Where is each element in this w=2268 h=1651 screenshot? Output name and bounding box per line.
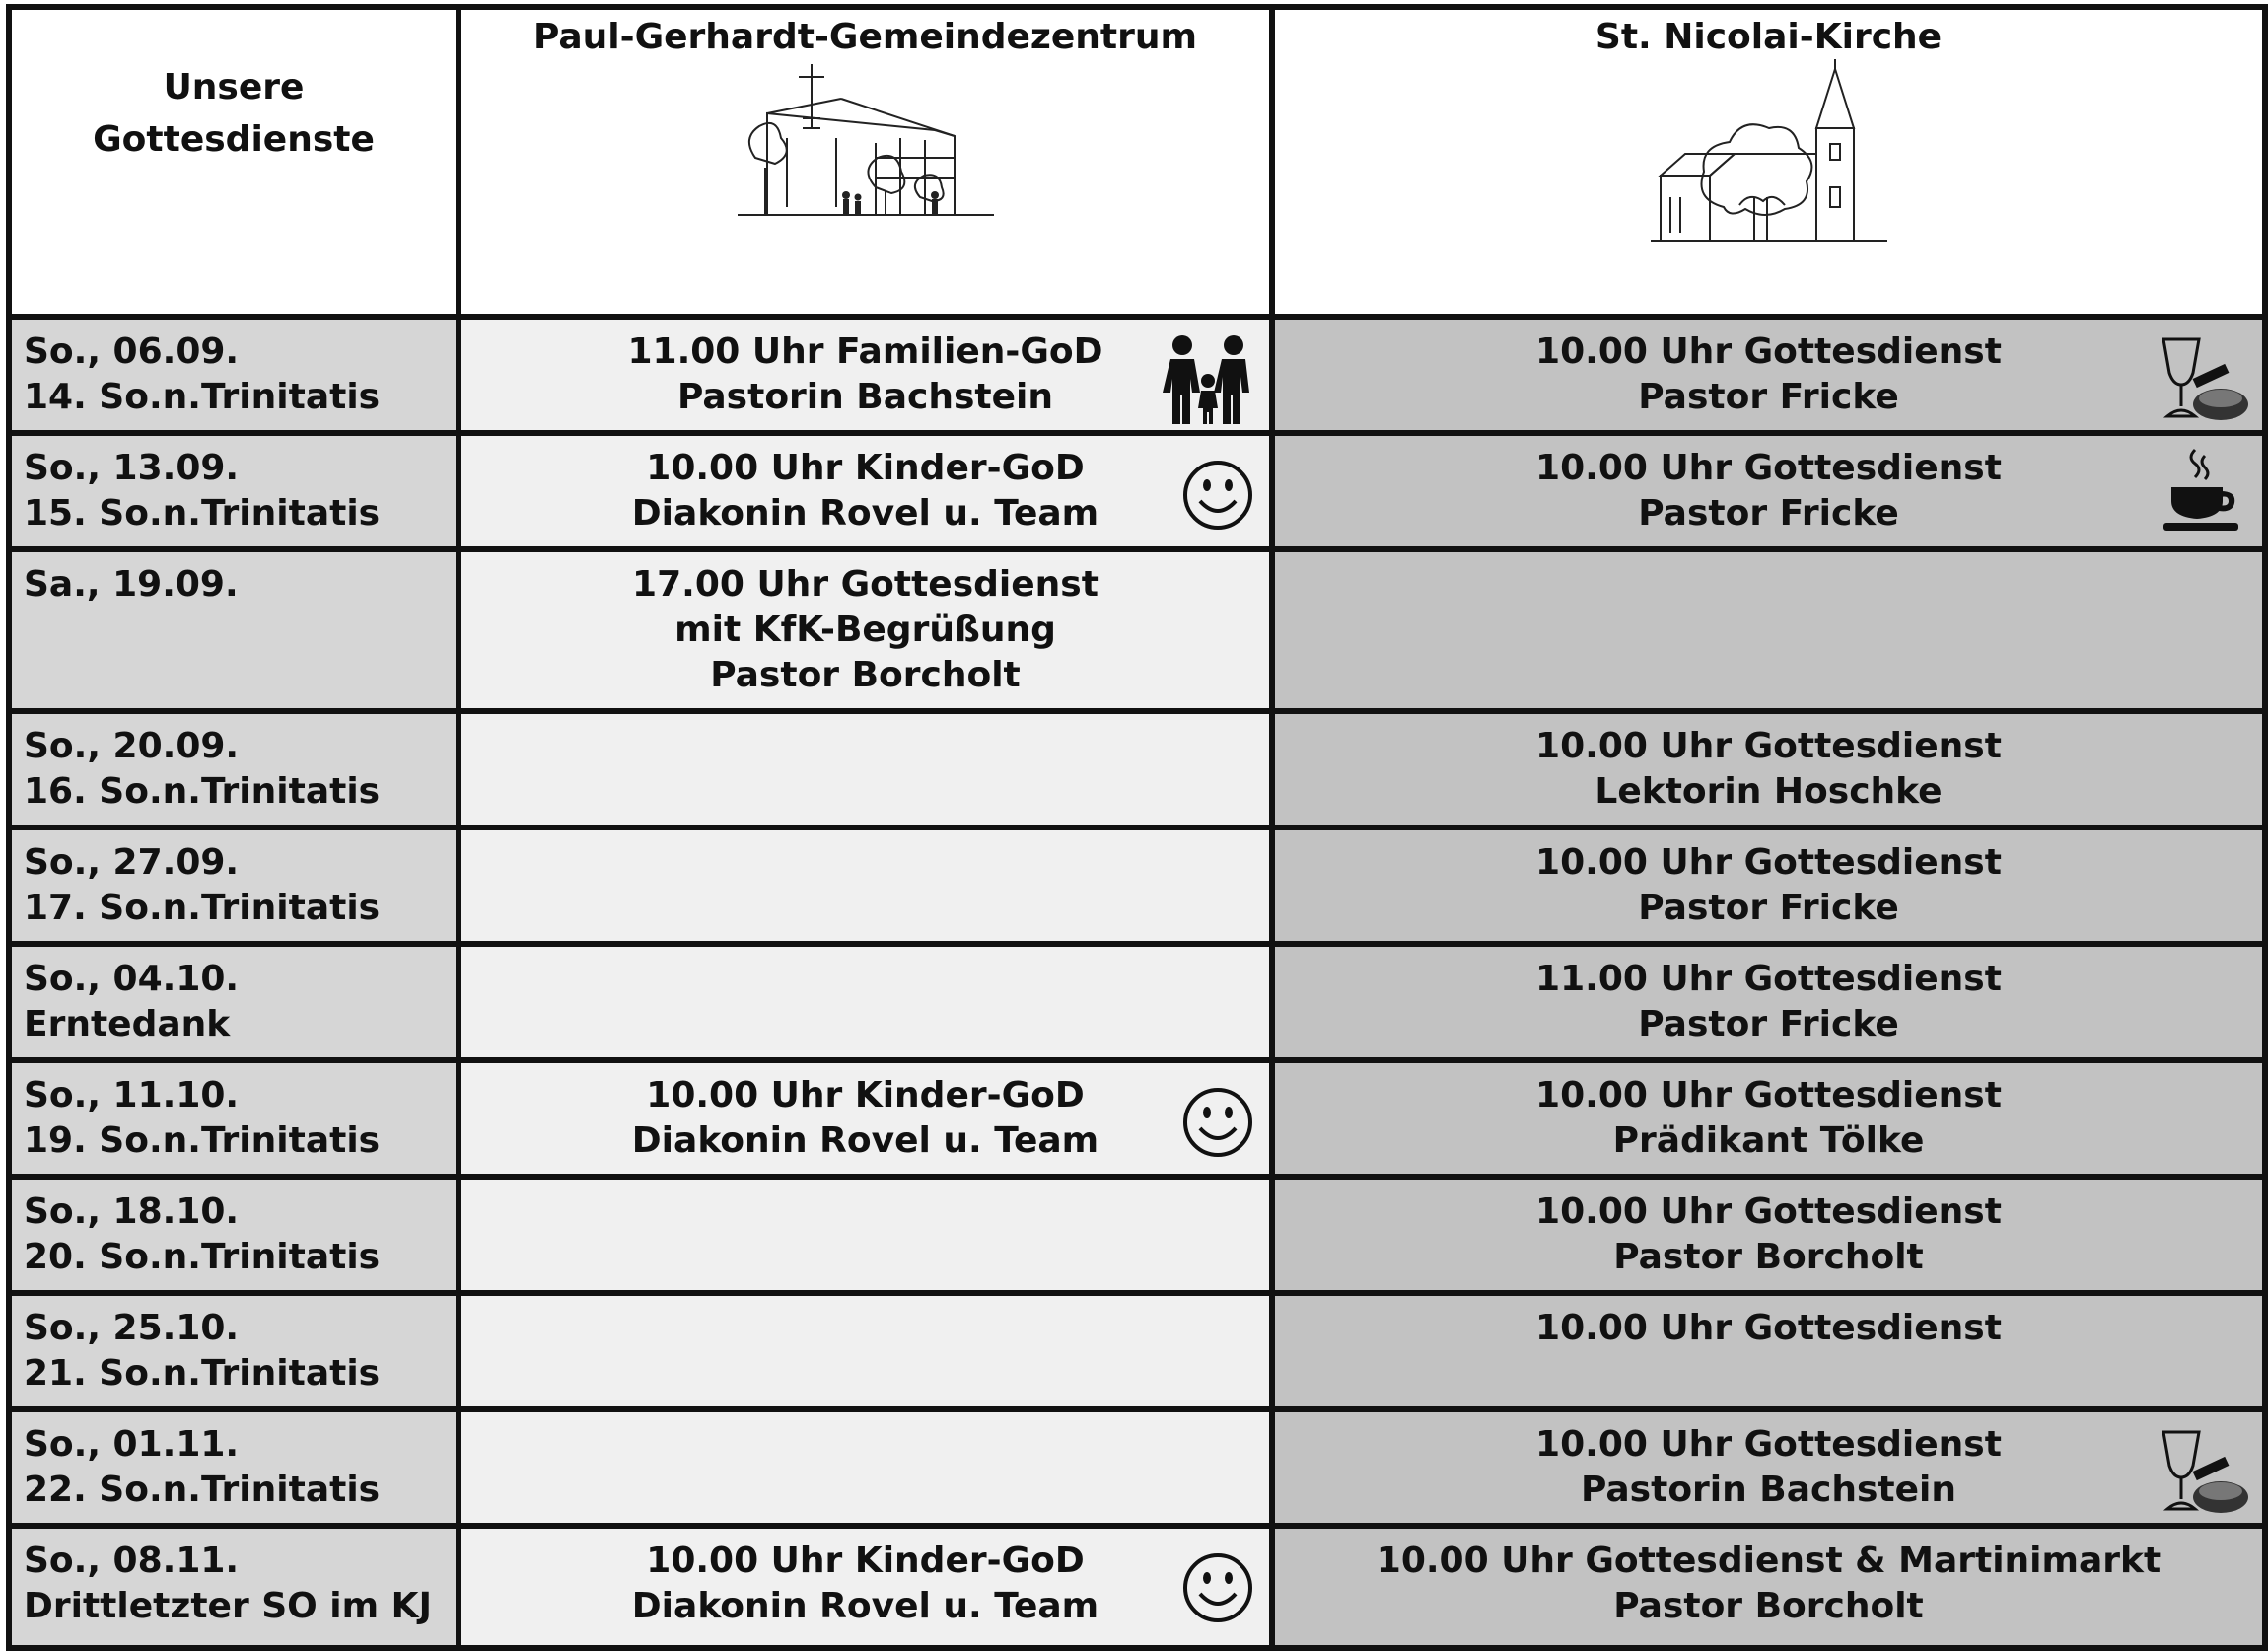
paul-gerhardt-service-line: Pastor Borcholt bbox=[710, 655, 1021, 695]
table-row bbox=[9, 1409, 2265, 1526]
smiley-icon bbox=[1180, 458, 1255, 533]
st-nicolai-service-cell bbox=[1272, 1293, 2265, 1409]
liturgical-day: 19. So.n.Trinitatis bbox=[24, 1120, 381, 1161]
st-nicolai-service-cell bbox=[1272, 549, 2265, 711]
st-nicolai-service-cell bbox=[1272, 944, 2265, 1060]
st-nicolai-service-line: Pastor Fricke bbox=[1638, 1004, 1899, 1044]
st-nicolai-service-line: Pastorin Bachstein bbox=[1580, 1470, 1957, 1510]
paul-gerhardt-service-line: 11.00 Uhr Familien-GoD bbox=[627, 331, 1103, 372]
paul-gerhardt-service-line: Diakonin Rovel u. Team bbox=[631, 1586, 1099, 1626]
paul-gerhardt-service-cell bbox=[459, 1177, 1272, 1293]
st-nicolai-service-cell bbox=[1272, 827, 2265, 944]
table-row bbox=[9, 433, 2265, 549]
liturgical-day: 14. So.n.Trinitatis bbox=[24, 377, 381, 417]
st-nicolai-service-line: 10.00 Uhr Gottesdienst bbox=[1535, 1075, 2002, 1115]
st-nicolai-service-cell bbox=[1272, 1526, 2265, 1648]
date-cell bbox=[9, 1409, 459, 1526]
paul-gerhardt-service-cell bbox=[459, 827, 1272, 944]
header-venue-st-nicolai bbox=[1272, 7, 2265, 317]
service-date: Sa., 19.09. bbox=[24, 564, 239, 605]
date-cell bbox=[9, 317, 459, 433]
date-cell bbox=[9, 433, 459, 549]
table-row bbox=[9, 549, 2265, 711]
smiley-icon bbox=[1180, 1550, 1255, 1625]
paul-gerhardt-service-cell bbox=[459, 1409, 1272, 1526]
date-cell bbox=[9, 827, 459, 944]
paul-gerhardt-service-cell bbox=[459, 944, 1272, 1060]
st-nicolai-service-line: 10.00 Uhr Gottesdienst bbox=[1535, 1191, 2002, 1232]
st-nicolai-service-line: Prädikant Tölke bbox=[1612, 1120, 1925, 1161]
paul-gerhardt-service-cell bbox=[459, 1060, 1272, 1177]
family-icon bbox=[1161, 331, 1255, 426]
st-nicolai-service-cell bbox=[1272, 1409, 2265, 1526]
smiley-icon bbox=[1180, 1085, 1255, 1160]
st-nicolai-service-line: 10.00 Uhr Gottesdienst bbox=[1535, 448, 2002, 488]
date-cell bbox=[9, 1526, 459, 1648]
st-nicolai-service-cell bbox=[1272, 433, 2265, 549]
liturgical-day: 15. So.n.Trinitatis bbox=[24, 493, 381, 534]
service-date: So., 08.11. bbox=[24, 1541, 240, 1581]
st-nicolai-service-cell bbox=[1272, 711, 2265, 827]
service-date: So., 06.09. bbox=[24, 331, 240, 372]
st-nicolai-service-line: 10.00 Uhr Gottesdienst bbox=[1535, 726, 2002, 766]
st-nicolai-service-cell bbox=[1272, 317, 2265, 433]
paul-gerhardt-service-line: 10.00 Uhr Kinder-GoD bbox=[646, 448, 1085, 488]
paul-gerhardt-service-cell bbox=[459, 433, 1272, 549]
liturgical-day: 21. So.n.Trinitatis bbox=[24, 1353, 381, 1394]
st-nicolai-service-line: 10.00 Uhr Gottesdienst & Martinimarkt bbox=[1376, 1541, 2162, 1581]
st-nicolai-service-line: Pastor Fricke bbox=[1638, 377, 1899, 417]
liturgical-day: Drittletzter SO im KJ bbox=[24, 1586, 432, 1626]
service-date: So., 27.09. bbox=[24, 842, 240, 883]
coffee-cup-icon bbox=[2160, 446, 2242, 537]
paul-gerhardt-service-line: Pastorin Bachstein bbox=[676, 377, 1054, 417]
st-nicolai-service-line: 10.00 Uhr Gottesdienst bbox=[1535, 1308, 2002, 1348]
service-schedule-table bbox=[6, 4, 2268, 1651]
date-cell bbox=[9, 1060, 459, 1177]
paul-gerhardt-service-line: mit KfK-Begrüßung bbox=[674, 610, 1056, 650]
paul-gerhardt-service-cell bbox=[459, 711, 1272, 827]
service-date: So., 01.11. bbox=[24, 1424, 240, 1465]
service-date: So., 04.10. bbox=[24, 959, 240, 999]
communion-icon bbox=[2154, 331, 2252, 426]
st-nicolai-service-line: 10.00 Uhr Gottesdienst bbox=[1535, 331, 2002, 372]
st-nicolai-service-line: Pastor Fricke bbox=[1638, 888, 1899, 928]
date-cell bbox=[9, 549, 459, 711]
st-nicolai-service-cell bbox=[1272, 1060, 2265, 1177]
service-date: So., 11.10. bbox=[24, 1075, 240, 1115]
community-center-drawing-icon bbox=[728, 59, 1004, 227]
venue-title-st-nicolai: St. Nicolai-Kirche bbox=[1595, 17, 1943, 57]
liturgical-day: 16. So.n.Trinitatis bbox=[24, 771, 381, 812]
paul-gerhardt-service-line: Diakonin Rovel u. Team bbox=[631, 493, 1099, 534]
church-drawing-icon bbox=[1641, 59, 1897, 247]
header-services-line1: Unsere bbox=[163, 67, 305, 108]
st-nicolai-service-line: Lektorin Hoschke bbox=[1595, 771, 1943, 812]
st-nicolai-service-line: 11.00 Uhr Gottesdienst bbox=[1535, 959, 2002, 999]
liturgical-day: 20. So.n.Trinitatis bbox=[24, 1237, 381, 1277]
st-nicolai-service-cell bbox=[1272, 1177, 2265, 1293]
liturgical-day: 22. So.n.Trinitatis bbox=[24, 1470, 381, 1510]
table-row bbox=[9, 1060, 2265, 1177]
paul-gerhardt-service-line: Diakonin Rovel u. Team bbox=[631, 1120, 1099, 1161]
service-date: So., 20.09. bbox=[24, 726, 240, 766]
communion-icon bbox=[2154, 1424, 2252, 1519]
date-cell bbox=[9, 711, 459, 827]
date-cell bbox=[9, 1293, 459, 1409]
venue-title-paul-gerhardt: Paul-Gerhardt-Gemeindezentrum bbox=[532, 17, 1198, 57]
table-row bbox=[9, 317, 2265, 433]
header-services-cell bbox=[9, 7, 459, 317]
paul-gerhardt-service-line: 10.00 Uhr Kinder-GoD bbox=[646, 1541, 1085, 1581]
liturgical-day: Erntedank bbox=[24, 1004, 231, 1044]
table-row bbox=[9, 1293, 2265, 1409]
paul-gerhardt-service-cell bbox=[459, 1526, 1272, 1648]
paul-gerhardt-service-cell bbox=[459, 317, 1272, 433]
paul-gerhardt-service-line: 17.00 Uhr Gottesdienst bbox=[632, 564, 1099, 605]
st-nicolai-service-line: Pastor Borcholt bbox=[1613, 1237, 1924, 1277]
table-row bbox=[9, 1177, 2265, 1293]
service-date: So., 18.10. bbox=[24, 1191, 240, 1232]
st-nicolai-service-line: 10.00 Uhr Gottesdienst bbox=[1535, 842, 2002, 883]
paul-gerhardt-service-cell bbox=[459, 1293, 1272, 1409]
header-venue-paul-gerhardt bbox=[459, 7, 1272, 317]
table-row bbox=[9, 711, 2265, 827]
service-date: So., 13.09. bbox=[24, 448, 240, 488]
table-row bbox=[9, 944, 2265, 1060]
table-row bbox=[9, 1526, 2265, 1648]
service-date: So., 25.10. bbox=[24, 1308, 240, 1348]
st-nicolai-service-line: Pastor Borcholt bbox=[1613, 1586, 1924, 1626]
date-cell bbox=[9, 944, 459, 1060]
table-row bbox=[9, 827, 2265, 944]
paul-gerhardt-service-line: 10.00 Uhr Kinder-GoD bbox=[646, 1075, 1085, 1115]
header-services-line2: Gottesdienste bbox=[93, 119, 375, 160]
liturgical-day: 17. So.n.Trinitatis bbox=[24, 888, 381, 928]
paul-gerhardt-service-cell bbox=[459, 549, 1272, 711]
date-cell bbox=[9, 1177, 459, 1293]
st-nicolai-service-line: Pastor Fricke bbox=[1638, 493, 1899, 534]
header-row bbox=[9, 7, 2265, 317]
st-nicolai-service-line: 10.00 Uhr Gottesdienst bbox=[1535, 1424, 2002, 1465]
